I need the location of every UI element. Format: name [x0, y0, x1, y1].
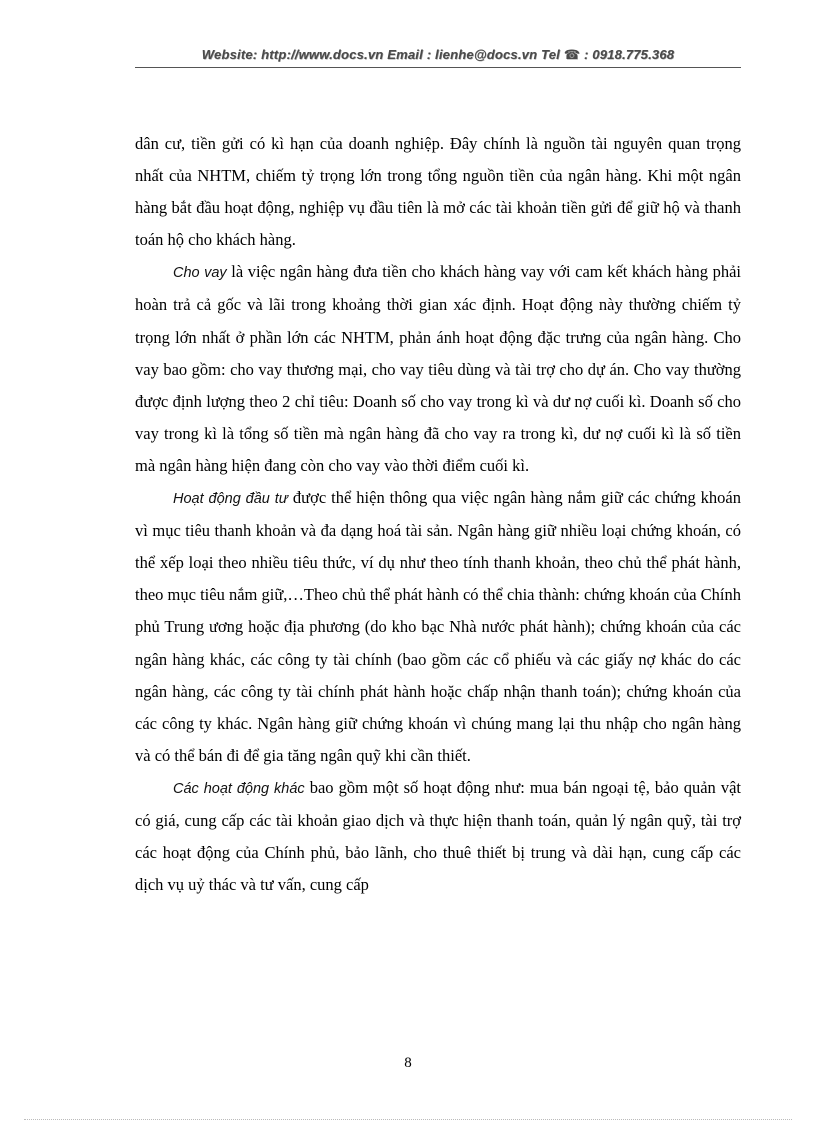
paragraph-text: là việc ngân hàng đưa tiền cho khách hàng vay với cam kết khách hàng phải hoàn trả cả gốc và lãi trong khoảng thời gian xác định. Hoạt động này thường chiếm tỷ trọng lớn nhất ở phần lớn các NHTM, phản ánh hoạt động đặc trưng của ngân hàng. Cho vay bao gồm: cho vay thương mại, cho vay tiêu dùng và tài trợ cho dự án. Cho vay thường được định lượng theo 2 chỉ tiêu: Doanh số cho vay trong kì và dư nợ cuối kì. Doanh số cho vay trong kì là tổng số tiền mà ngân hàng đã cho vay ra trong kì, dư nợ cuối kì là số tiền mà ngân hàng hiện đang còn cho vay vào thời điểm cuối kì.	[135, 262, 741, 475]
paragraph-lead-term: Các hoạt động khác	[173, 780, 305, 797]
page-number: 8	[404, 1055, 412, 1071]
page-bottom-border	[24, 1119, 792, 1120]
document-body	[135, 128, 741, 901]
paragraph-text: dân cư, tiền gửi có kì hạn của doanh nghiệp. Đây chính là nguồn tài nguyên quan trọng nhất của NHTM, chiếm tỷ trọng lớn trong tổng nguồn tiền của ngân hàng. Khi một ngân hàng bắt đầu hoạt động, nghiệp vụ đầu tiên là mở các tài khoản tiền gửi để giữ hộ và thanh toán hộ cho khách hàng.	[135, 134, 741, 250]
page-header: Website: http://www.docs.vn Email : lienhe@docs.vn Tel ☎ : 0918.775.368	[201, 47, 675, 62]
header-rule	[135, 67, 741, 68]
paragraph-investment	[135, 482, 741, 772]
paragraph-deposits	[135, 128, 741, 256]
paragraph-lead-term: Cho vay	[173, 265, 227, 282]
paragraph-text: được thể hiện thông qua việc ngân hàng nắm giữ các chứng khoán vì mục tiêu thanh khoản và đa dạng hoá tài sản. Ngân hàng giữ nhiều loại chứng khoán, có thể xếp loại theo nhiều tiêu thức, ví dụ như theo tính thanh khoản, theo chủ thể phát hành, theo mục tiêu nắm giữ,…Theo chủ thể phát hành có thể chia thành: chứng khoán của Chính phủ Trung ương hoặc địa phương (do kho bạc Nhà nước phát hành); chứng khoán của các ngân hàng khác, các công ty tài chính (bao gồm các cổ phiếu và các giấy nợ khác do các ngân hàng, các công ty tài chính phát hành hoặc chấp nhận thanh toán); chứng khoán của các công ty khác. Ngân hàng giữ chứng khoán vì chúng mang lại thu nhập cho ngân hàng và có thể bán đi để gia tăng ngân quỹ khi cần thiết.	[135, 488, 741, 765]
paragraph-text: bao gồm một số hoạt động như: mua bán ngoại tệ, bảo quản vật có giá, cung cấp các tài khoản giao dịch và thực hiện thanh toán, quản lý ngân quỹ, tài trợ các hoạt động của Chính phủ, bảo lãnh, cho thuê thiết bị trung và dài hạn, cung cấp các dịch vụ uỷ thác và tư vấn, cung cấp	[135, 777, 741, 895]
paragraph-lending	[135, 256, 741, 482]
paragraph-lead-term: Hoạt động đầu tư	[173, 491, 288, 508]
paragraph-other-activities	[135, 772, 741, 901]
